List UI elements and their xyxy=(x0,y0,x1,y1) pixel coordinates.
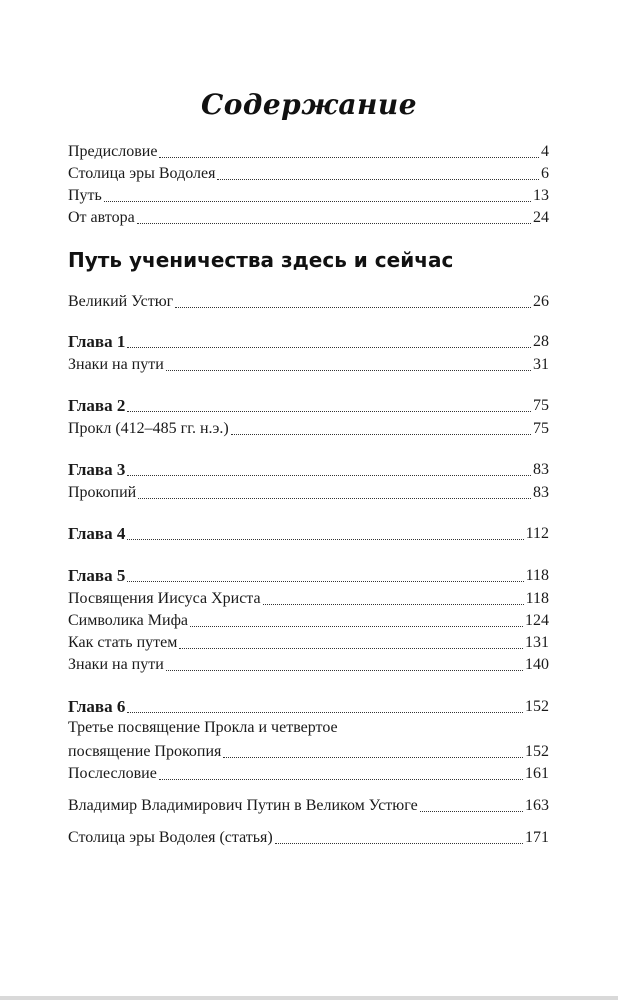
dot-leader xyxy=(138,496,531,499)
dot-leader xyxy=(137,221,531,224)
toc-entry-page: 124 xyxy=(525,612,549,629)
dot-leader xyxy=(127,409,531,412)
toc-entry-become-path[interactable] xyxy=(68,631,549,653)
dot-leader xyxy=(190,624,523,627)
toc-chapter-2[interactable] xyxy=(68,394,549,416)
toc-entry-page: 152 xyxy=(525,743,549,760)
toc-entry-page: 75 xyxy=(533,397,549,414)
toc-entry-title: Путь xyxy=(68,187,102,204)
dot-leader xyxy=(217,177,539,180)
dot-leader xyxy=(159,777,523,780)
toc-entry-capital-article[interactable] xyxy=(68,826,549,848)
dot-leader xyxy=(231,432,531,435)
toc-chapter-title: Глава 4 xyxy=(68,524,126,543)
page-bottom-edge xyxy=(0,996,618,1000)
toc-entry-title: Знаки на пути xyxy=(68,656,164,673)
toc-entry-title: Как стать путем xyxy=(68,634,178,651)
toc-chapter-6[interactable] xyxy=(68,695,549,717)
toc-entry-symbolics[interactable] xyxy=(68,609,549,631)
toc-entry-preface[interactable] xyxy=(68,140,549,162)
toc-entry-afterword[interactable] xyxy=(68,762,549,784)
toc-entry-page: 152 xyxy=(525,698,549,715)
toc-entry-page: 140 xyxy=(525,656,549,673)
toc-entry-title: Прокл (412–485 гг. н.э.) xyxy=(68,420,229,437)
dot-leader xyxy=(166,368,531,371)
toc-entry-capital[interactable] xyxy=(68,162,549,184)
toc-entry-page: 28 xyxy=(533,333,549,350)
toc-entry-page: 112 xyxy=(525,525,549,542)
toc-entry-title: Символика Мифа xyxy=(68,612,189,629)
toc-entry-title: Послесловие xyxy=(68,765,157,782)
toc-entry-signs-1[interactable] xyxy=(68,353,549,375)
toc-entry-title: посвящение Прокопия xyxy=(68,743,222,760)
dot-leader xyxy=(263,602,524,605)
toc-entry-third-initiation[interactable] xyxy=(68,740,549,762)
toc-entry-page: 26 xyxy=(533,293,549,310)
toc-entry-page: 118 xyxy=(525,567,549,584)
dot-leader xyxy=(127,579,523,582)
toc-entry-putin[interactable] xyxy=(68,794,549,816)
dot-leader xyxy=(166,668,523,671)
dot-leader xyxy=(275,841,523,844)
toc-entry-path[interactable] xyxy=(68,184,549,206)
toc-entry-page: 6 xyxy=(541,165,549,182)
section-heading: Путь ученичества здесь и сейчас xyxy=(68,248,454,272)
dot-leader xyxy=(175,305,531,308)
toc-title: Содержание xyxy=(200,88,418,121)
toc-entry-page: 171 xyxy=(525,829,549,846)
dot-leader xyxy=(127,473,531,476)
toc-entry-page: 163 xyxy=(525,797,549,814)
dot-leader xyxy=(223,755,523,758)
toc-chapter-1[interactable] xyxy=(68,330,549,352)
dot-leader xyxy=(104,199,531,202)
toc-entry-title: Столица эры Водолея xyxy=(68,165,216,182)
toc-chapter-title: Глава 1 xyxy=(68,332,126,351)
toc-entry-initiations[interactable] xyxy=(68,587,549,609)
toc-entry-proclus[interactable] xyxy=(68,417,549,439)
toc-chapter-title: Глава 6 xyxy=(68,697,126,716)
dot-leader xyxy=(159,155,539,158)
toc-entry-title: Владимир Владимирович Путин в Великом Устюге xyxy=(68,797,418,814)
toc-entry-page: 31 xyxy=(533,356,549,373)
toc-entry-page: 24 xyxy=(533,209,549,226)
toc-entry-procopius[interactable] xyxy=(68,481,549,503)
toc-entry-from-author[interactable] xyxy=(68,206,549,228)
toc-entry-third-initiation-line1[interactable]: Третье посвящение Прокла и четвертое xyxy=(68,719,338,736)
toc-entry-title: Столица эры Водолея (статья) xyxy=(68,829,273,846)
toc-chapter-5[interactable] xyxy=(68,564,549,586)
toc-entry-page: 161 xyxy=(525,765,549,782)
toc-chapter-4[interactable] xyxy=(68,522,549,544)
toc-entry-page: 83 xyxy=(533,461,549,478)
dot-leader xyxy=(127,537,523,540)
dot-leader xyxy=(127,710,523,713)
toc-chapter-title: Глава 3 xyxy=(68,460,126,479)
toc-entry-title: Знаки на пути xyxy=(68,356,164,373)
toc-entry-title: От автора xyxy=(68,209,135,226)
toc-entry-title: Посвящения Иисуса Христа xyxy=(68,590,261,607)
toc-entry-title: Великий Устюг xyxy=(68,293,174,310)
toc-entry-page: 13 xyxy=(533,187,549,204)
toc-entry-page: 131 xyxy=(525,634,549,651)
toc-entry-title: Предисловие xyxy=(68,143,158,160)
dot-leader xyxy=(420,809,523,812)
toc-entry-veliky-ustyug[interactable] xyxy=(68,290,549,312)
toc-entry-page: 83 xyxy=(533,484,549,501)
toc-entry-page: 118 xyxy=(525,590,549,607)
toc-entry-title: Прокопий xyxy=(68,484,137,501)
toc-chapter-3[interactable] xyxy=(68,458,549,480)
toc-entry-page: 4 xyxy=(541,143,549,160)
toc-chapter-title: Глава 5 xyxy=(68,566,126,585)
toc-chapter-title: Глава 2 xyxy=(68,396,126,415)
dot-leader xyxy=(127,345,531,348)
toc-entry-page: 75 xyxy=(533,420,549,437)
toc-entry-signs-2[interactable] xyxy=(68,653,549,675)
dot-leader xyxy=(179,646,523,649)
